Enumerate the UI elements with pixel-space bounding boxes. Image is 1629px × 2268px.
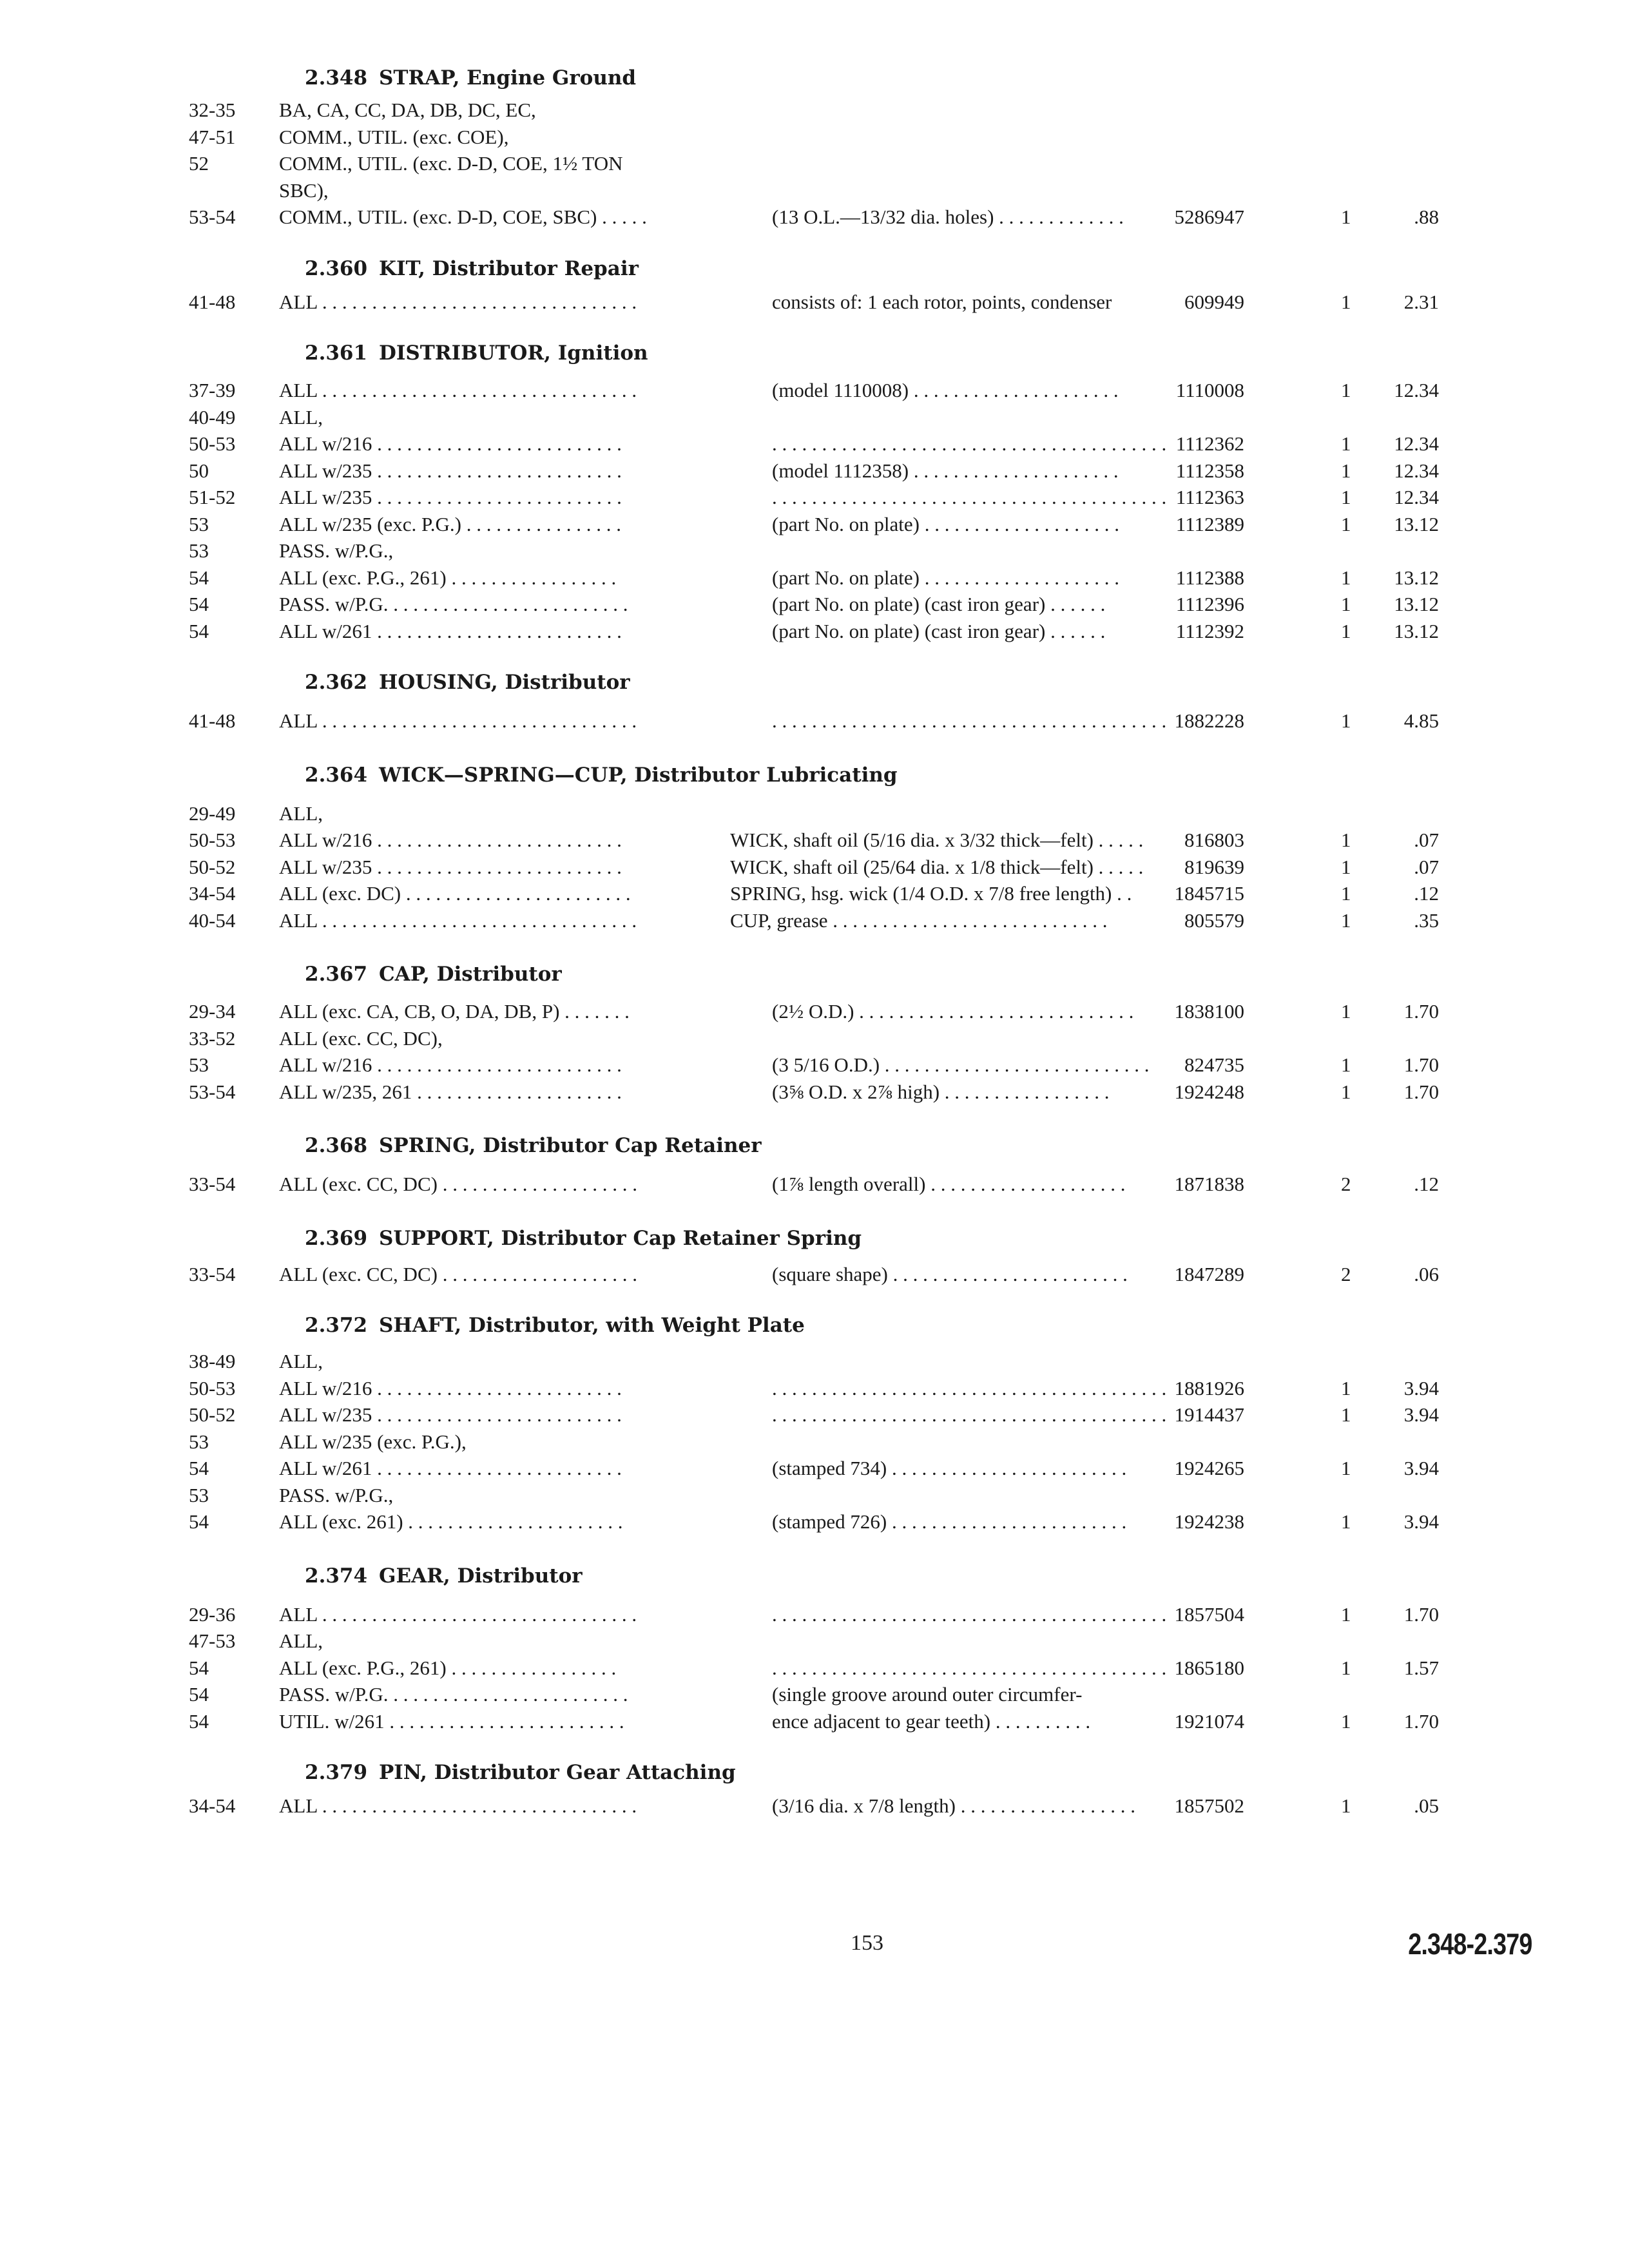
parts-row: [189, 1052, 1439, 1079]
model-cell: ALL,: [279, 1350, 323, 1372]
description-cell: . . . . . . . . . . . . . . . . . . . . . . . . . . . . . . . . . . . . . . . .: [772, 1376, 1167, 1399]
parts-row: [189, 880, 1439, 907]
part-number-cell: 816803: [1184, 829, 1244, 851]
section-title: [189, 956, 1439, 993]
description-cell: (3 5/16 O.D.) . . . . . . . . . . . . . . . . . . . . . . . . . . .: [772, 1053, 1150, 1076]
model-cell: ALL . . . . . . . . . . . . . . . . . . . . . . . . . . . . . . . .: [279, 1602, 637, 1626]
description-cell: (square shape) . . . . . . . . . . . . . . . . . . . . . . . .: [772, 1262, 1128, 1285]
years-cell: 50-53: [189, 1376, 236, 1399]
section-name: HOUSING, Distributor: [379, 671, 630, 694]
model-cell: ALL . . . . . . . . . . . . . . . . . . . . . . . . . . . . . . . .: [279, 290, 637, 313]
parts-row: [189, 1482, 1439, 1509]
description-cell: . . . . . . . . . . . . . . . . . . . . . . . . . . . . . . . . . . . . . . . .: [772, 432, 1167, 455]
years-cell: 29-34: [189, 1000, 236, 1023]
price-cell: .88: [1414, 206, 1439, 228]
parts-row: [189, 97, 1439, 124]
model-cell: COMM., UTIL. (exc. D-D, COE, SBC) . . . . .: [279, 206, 647, 228]
catalog-section: [189, 756, 1439, 934]
years-cell: 54: [189, 593, 209, 615]
parts-list: [189, 59, 1439, 1820]
parts-row: [189, 537, 1439, 564]
model-cell: ALL w/235 . . . . . . . . . . . . . . . . . . . . . . . . .: [279, 855, 622, 878]
price-cell: 13.12: [1394, 619, 1439, 642]
years-cell: 34-54: [189, 882, 236, 905]
quantity-cell: 1: [1341, 1457, 1351, 1479]
parts-row: [189, 1628, 1439, 1655]
quantity-cell: 1: [1341, 432, 1351, 455]
quantity-cell: 1: [1341, 459, 1351, 482]
catalog-section: [189, 250, 1439, 316]
section-title: [189, 756, 1439, 794]
part-number-cell: 805579: [1184, 908, 1244, 932]
parts-row: [189, 1792, 1439, 1820]
years-cell: 50-53: [189, 829, 236, 851]
model-cell: BA, CA, CC, DA, DB, DC, EC,: [279, 99, 536, 121]
price-cell: 1.70: [1403, 1053, 1439, 1076]
section-title: [189, 1307, 1439, 1344]
parts-row: [189, 1401, 1439, 1428]
model-cell: ALL w/261 . . . . . . . . . . . . . . . . . . . . . . . . .: [279, 1457, 622, 1479]
quantity-cell: 1: [1341, 1709, 1351, 1733]
section-name: STRAP, Engine Ground: [379, 66, 637, 90]
parts-row: [189, 1025, 1439, 1052]
section-number: 2.364: [305, 763, 368, 787]
description-cell: (part No. on plate) (cast iron gear) . . . . . .: [772, 619, 1106, 642]
years-cell: 33-54: [189, 1262, 236, 1285]
years-cell: 40-49: [189, 405, 236, 428]
price-cell: .35: [1414, 908, 1439, 932]
quantity-cell: 1: [1341, 829, 1351, 851]
model-cell: ALL (exc. CC, DC) . . . . . . . . . . . . . . . . . . . .: [279, 1173, 637, 1195]
parts-row: [189, 907, 1439, 934]
part-number-cell: 1882228: [1174, 709, 1244, 732]
section-number: 2.374: [305, 1564, 368, 1588]
quantity-cell: 1: [1341, 566, 1351, 589]
years-cell: 52: [189, 152, 209, 175]
years-cell: 34-54: [189, 1794, 236, 1817]
model-cell: PASS. w/P.G.,: [279, 1483, 394, 1506]
years-cell: 29-36: [189, 1602, 236, 1626]
parts-row: [189, 457, 1439, 485]
catalog-section: [189, 1220, 1439, 1288]
quantity-cell: 1: [1341, 593, 1351, 615]
section-title: [189, 59, 1439, 97]
years-cell: 54: [189, 566, 209, 589]
section-title: [189, 664, 1439, 701]
description-cell: (stamped 726) . . . . . . . . . . . . . . . . . . . . . . . .: [772, 1510, 1127, 1533]
section-name: CAP, Distributor: [379, 963, 562, 986]
part-number-cell: 1847289: [1174, 1262, 1244, 1285]
description-cell: . . . . . . . . . . . . . . . . . . . . . . . . . . . . . . . . . . . . . . . .: [772, 486, 1167, 508]
price-cell: 4.85: [1403, 709, 1439, 732]
part-number-cell: 1914437: [1174, 1403, 1244, 1426]
part-number-cell: 1112388: [1175, 566, 1244, 589]
model-cell: ALL,: [279, 1629, 323, 1652]
parts-row: [189, 430, 1439, 457]
price-cell: 1.70: [1403, 1000, 1439, 1023]
parts-row: [189, 998, 1439, 1025]
catalog-section: [189, 1754, 1439, 1820]
model-cell: ALL w/216 . . . . . . . . . . . . . . . . . . . . . . . . .: [279, 1053, 622, 1076]
years-cell: 53: [189, 1430, 209, 1453]
section-title: [189, 1754, 1439, 1791]
quantity-cell: 1: [1341, 709, 1351, 732]
section-title: [189, 1127, 1439, 1164]
price-cell: 13.12: [1394, 593, 1439, 615]
parts-row: [189, 150, 1439, 177]
years-cell: 47-51: [189, 125, 236, 148]
price-cell: 3.94: [1403, 1510, 1439, 1533]
parts-row: [189, 1655, 1439, 1682]
quantity-cell: 2: [1341, 1262, 1351, 1285]
part-number-cell: 819639: [1184, 855, 1244, 878]
price-cell: 13.12: [1394, 512, 1439, 535]
part-number-cell: 1112396: [1175, 593, 1244, 615]
part-number-cell: 1924248: [1174, 1080, 1244, 1103]
section-title: [189, 1557, 1439, 1595]
years-cell: 50-52: [189, 855, 236, 878]
model-cell: COMM., UTIL. (exc. D-D, COE, 1½ TON: [279, 152, 623, 175]
parts-row: [189, 800, 1439, 827]
quantity-cell: 1: [1341, 1403, 1351, 1426]
catalog-section: [189, 1307, 1439, 1535]
description-cell: . . . . . . . . . . . . . . . . . . . . . . . . . . . . . . . . . . . . . . . .: [772, 709, 1167, 732]
price-cell: 3.94: [1403, 1376, 1439, 1399]
part-number-cell: 609949: [1184, 290, 1244, 313]
catalog-section: [189, 1557, 1439, 1735]
part-number-cell: 1112389: [1175, 512, 1244, 535]
years-cell: 53-54: [189, 1080, 236, 1103]
quantity-cell: 1: [1341, 206, 1351, 228]
model-cell: ALL w/235 . . . . . . . . . . . . . . . . . . . . . . . . .: [279, 459, 622, 482]
model-cell: ALL (exc. CA, CB, O, DA, DB, P) . . . . . . .: [279, 1000, 630, 1023]
years-cell: 32-35: [189, 99, 236, 121]
parts-row: [189, 404, 1439, 431]
price-cell: 12.34: [1394, 432, 1439, 455]
description-cell: . . . . . . . . . . . . . . . . . . . . . . . . . . . . . . . . . . . . . . . .: [772, 1602, 1167, 1626]
section-name: SPRING, Distributor Cap Retainer: [379, 1134, 762, 1157]
quantity-cell: 1: [1341, 1656, 1351, 1679]
part-number-cell: 1924265: [1174, 1457, 1244, 1479]
page-number: 153: [851, 1931, 883, 1955]
model-cell: SBC),: [279, 178, 329, 202]
price-cell: .06: [1414, 1262, 1439, 1285]
quantity-cell: 1: [1341, 908, 1351, 932]
model-cell: ALL (exc. P.G., 261) . . . . . . . . . . . . . . . . .: [279, 566, 617, 589]
parts-row: [189, 1601, 1439, 1628]
parts-row: [189, 1681, 1439, 1708]
model-cell: ALL . . . . . . . . . . . . . . . . . . . . . . . . . . . . . . . .: [279, 908, 637, 932]
price-cell: .07: [1414, 855, 1439, 878]
description-cell: consists of: 1 each rotor, points, condenser: [772, 290, 1112, 313]
catalog-section: [189, 664, 1439, 735]
section-number: 2.348: [305, 66, 368, 90]
parts-row: [189, 618, 1439, 645]
quantity-cell: 1: [1341, 290, 1351, 313]
model-cell: ALL w/216 . . . . . . . . . . . . . . . . . . . . . . . . .: [279, 1376, 622, 1399]
years-cell: 40-54: [189, 908, 236, 932]
catalog-section: [189, 59, 1439, 231]
quantity-cell: 1: [1341, 1080, 1351, 1103]
parts-row: [189, 1708, 1439, 1735]
part-number-cell: 1845715: [1174, 882, 1244, 905]
years-cell: 29-49: [189, 802, 236, 825]
parts-row: [189, 707, 1439, 735]
section-number: 2.372: [305, 1314, 368, 1337]
years-cell: 51-52: [189, 486, 236, 508]
model-cell: ALL,: [279, 405, 323, 428]
part-number-cell: 1871838: [1174, 1173, 1244, 1195]
part-number-cell: 1857502: [1174, 1794, 1244, 1817]
model-cell: ALL w/261 . . . . . . . . . . . . . . . . . . . . . . . . .: [279, 619, 622, 642]
years-cell: 50-52: [189, 1403, 236, 1426]
years-cell: 54: [189, 1656, 209, 1679]
part-number-cell: 1112363: [1175, 486, 1244, 508]
years-cell: 53: [189, 539, 209, 562]
years-cell: 41-48: [189, 290, 236, 313]
description-cell: (stamped 734) . . . . . . . . . . . . . . . . . . . . . . . .: [772, 1457, 1127, 1479]
model-cell: COMM., UTIL. (exc. COE),: [279, 125, 509, 148]
description-cell: (model 1112358) . . . . . . . . . . . . . . . . . . . . .: [772, 459, 1119, 482]
model-cell: ALL,: [279, 802, 323, 825]
years-cell: 53: [189, 1483, 209, 1506]
years-cell: 54: [189, 1709, 209, 1733]
part-number-cell: 1865180: [1174, 1656, 1244, 1679]
part-number-cell: 1112392: [1175, 619, 1244, 642]
quantity-cell: 1: [1341, 486, 1351, 508]
parts-row: [189, 177, 1439, 204]
years-cell: 33-52: [189, 1026, 236, 1050]
section-name: SUPPORT, Distributor Cap Retainer Spring: [379, 1226, 862, 1250]
quantity-cell: 1: [1341, 512, 1351, 535]
description-cell: (1⅞ length overall) . . . . . . . . . . . . . . . . . . . .: [772, 1173, 1126, 1195]
parts-row: [189, 1455, 1439, 1482]
description-cell: (single groove around outer circumfer-: [772, 1683, 1083, 1706]
years-cell: 50: [189, 459, 209, 482]
price-cell: .12: [1414, 1173, 1439, 1195]
years-cell: 53: [189, 1053, 209, 1076]
years-cell: 53: [189, 512, 209, 535]
description-cell: (part No. on plate) . . . . . . . . . . . . . . . . . . . .: [772, 566, 1119, 589]
part-number-cell: 1921074: [1174, 1709, 1244, 1733]
part-number-cell: 1112358: [1175, 459, 1244, 482]
section-name: PIN, Distributor Gear Attaching: [379, 1761, 736, 1784]
catalog-section: [189, 1127, 1439, 1198]
parts-row: [189, 1508, 1439, 1535]
quantity-cell: 1: [1341, 882, 1351, 905]
description-cell: WICK, shaft oil (25/64 dia. x 1/8 thick—felt) . . . . .: [730, 855, 1144, 878]
part-number-cell: 1838100: [1174, 1000, 1244, 1023]
description-cell: (13 O.L.—13/32 dia. holes) . . . . . . . . . . . . .: [772, 206, 1124, 228]
years-cell: 47-53: [189, 1629, 236, 1652]
quantity-cell: 1: [1341, 855, 1351, 878]
description-cell: (2½ O.D.) . . . . . . . . . . . . . . . . . . . . . . . . . . . .: [772, 1000, 1134, 1023]
description-cell: CUP, grease . . . . . . . . . . . . . . . . . . . . . . . . . . . .: [730, 908, 1108, 932]
section-name: SHAFT, Distributor, with Weight Plate: [379, 1314, 805, 1337]
model-cell: PASS. w/P.G.,: [279, 539, 394, 562]
model-cell: ALL (exc. CC, DC) . . . . . . . . . . . . . . . . . . . .: [279, 1262, 637, 1285]
part-number-cell: 1110008: [1175, 379, 1244, 401]
quantity-cell: 1: [1341, 1000, 1351, 1023]
part-number-cell: 1924238: [1174, 1510, 1244, 1533]
model-cell: ALL w/235 . . . . . . . . . . . . . . . . . . . . . . . . .: [279, 486, 622, 508]
description-cell: SPRING, hsg. wick (1/4 O.D. x 7/8 free length) . .: [730, 882, 1132, 905]
years-cell: 53-54: [189, 206, 236, 228]
model-cell: ALL . . . . . . . . . . . . . . . . . . . . . . . . . . . . . . . .: [279, 1794, 637, 1817]
model-cell: ALL w/235, 261 . . . . . . . . . . . . . . . . . . . . .: [279, 1080, 622, 1103]
years-cell: 37-39: [189, 379, 236, 401]
description-cell: ence adjacent to gear teeth) . . . . . . . . . .: [772, 1709, 1091, 1733]
parts-row: [189, 1079, 1439, 1106]
quantity-cell: 2: [1341, 1173, 1351, 1195]
price-cell: 1.70: [1403, 1080, 1439, 1103]
section-number: 2.369: [305, 1226, 368, 1250]
description-cell: WICK, shaft oil (5/16 dia. x 3/32 thick—felt) . . . . .: [730, 829, 1144, 851]
model-cell: PASS. w/P.G. . . . . . . . . . . . . . . . . . . . . . . . .: [279, 593, 628, 615]
model-cell: ALL (exc. P.G., 261) . . . . . . . . . . . . . . . . .: [279, 1656, 617, 1679]
section-number: 2.368: [305, 1134, 368, 1157]
section-number: 2.367: [305, 963, 368, 986]
model-cell: ALL . . . . . . . . . . . . . . . . . . . . . . . . . . . . . . . .: [279, 709, 637, 732]
years-cell: 54: [189, 1510, 209, 1533]
price-cell: 1.57: [1403, 1656, 1439, 1679]
quantity-cell: 1: [1341, 1602, 1351, 1626]
years-cell: 54: [189, 1457, 209, 1479]
price-cell: 1.70: [1403, 1709, 1439, 1733]
description-cell: . . . . . . . . . . . . . . . . . . . . . . . . . . . . . . . . . . . . . . . .: [772, 1403, 1167, 1426]
price-cell: 3.94: [1403, 1457, 1439, 1479]
parts-row: [189, 1171, 1439, 1198]
years-cell: 54: [189, 1683, 209, 1706]
parts-row: [189, 124, 1439, 151]
model-cell: ALL (exc. CC, DC),: [279, 1026, 443, 1050]
part-number-cell: 5286947: [1174, 206, 1244, 228]
years-cell: 33-54: [189, 1173, 236, 1195]
part-number-cell: 1857504: [1174, 1602, 1244, 1626]
parts-row: [189, 854, 1439, 881]
description-cell: (part No. on plate) . . . . . . . . . . . . . . . . . . . .: [772, 512, 1119, 535]
part-number-cell: 1112362: [1175, 432, 1244, 455]
price-cell: 1.70: [1403, 1602, 1439, 1626]
catalog-section: [189, 334, 1439, 644]
description-cell: (3⅝ O.D. x 2⅞ high) . . . . . . . . . . . . . . . . .: [772, 1080, 1110, 1103]
price-cell: .07: [1414, 829, 1439, 851]
quantity-cell: 1: [1341, 1794, 1351, 1817]
parts-row: [189, 377, 1439, 404]
parts-row: [189, 1375, 1439, 1402]
quantity-cell: 1: [1341, 1053, 1351, 1076]
parts-row: [189, 484, 1439, 511]
years-cell: 54: [189, 619, 209, 642]
section-number: 2.361: [305, 341, 368, 365]
price-cell: 12.34: [1394, 379, 1439, 401]
parts-row: [189, 564, 1439, 591]
description-cell: . . . . . . . . . . . . . . . . . . . . . . . . . . . . . . . . . . . . . . . .: [772, 1656, 1167, 1679]
section-name: DISTRIBUTOR, Ignition: [379, 341, 648, 365]
quantity-cell: 1: [1341, 1376, 1351, 1399]
section-name: KIT, Distributor Repair: [379, 256, 639, 280]
part-number-cell: 824735: [1184, 1053, 1244, 1076]
model-cell: PASS. w/P.G. . . . . . . . . . . . . . . . . . . . . . . . .: [279, 1683, 628, 1706]
parts-row: [189, 827, 1439, 854]
model-cell: ALL (exc. 261) . . . . . . . . . . . . . . . . . . . . . .: [279, 1510, 623, 1533]
years-cell: 50-53: [189, 432, 236, 455]
part-number-cell: 1881926: [1174, 1376, 1244, 1399]
model-cell: ALL . . . . . . . . . . . . . . . . . . . . . . . . . . . . . . . .: [279, 379, 637, 401]
parts-row: [189, 1261, 1439, 1288]
section-number: 2.360: [305, 256, 368, 280]
section-name: GEAR, Distributor: [379, 1564, 583, 1588]
model-cell: ALL (exc. DC) . . . . . . . . . . . . . . . . . . . . . . .: [279, 882, 631, 905]
description-cell: (model 1110008) . . . . . . . . . . . . . . . . . . . . .: [772, 379, 1119, 401]
price-cell: 12.34: [1394, 459, 1439, 482]
quantity-cell: 1: [1341, 1510, 1351, 1533]
parts-row: [189, 289, 1439, 316]
model-cell: ALL w/235 (exc. P.G.) . . . . . . . . . . . . . . . .: [279, 512, 621, 535]
parts-row: [189, 1428, 1439, 1456]
catalog-section: [189, 956, 1439, 1105]
parts-row: [189, 204, 1439, 231]
parts-row: [189, 1348, 1439, 1375]
model-cell: ALL w/235 . . . . . . . . . . . . . . . . . . . . . . . . .: [279, 1403, 622, 1426]
section-title: [189, 250, 1439, 287]
description-cell: (part No. on plate) (cast iron gear) . . . . . .: [772, 593, 1106, 615]
price-cell: 13.12: [1394, 566, 1439, 589]
description-cell: (3/16 dia. x 7/8 length) . . . . . . . . . . . . . . . . . .: [772, 1794, 1135, 1817]
parts-row: [189, 511, 1439, 538]
parts-row: [189, 591, 1439, 618]
section-title: [189, 334, 1439, 372]
section-number: 2.379: [305, 1761, 368, 1784]
section-number: 2.362: [305, 671, 368, 694]
price-cell: 12.34: [1394, 486, 1439, 508]
price-cell: 2.31: [1403, 290, 1439, 313]
price-cell: 3.94: [1403, 1403, 1439, 1426]
quantity-cell: 1: [1341, 619, 1351, 642]
model-cell: UTIL. w/261 . . . . . . . . . . . . . . . . . . . . . . . .: [279, 1709, 624, 1733]
price-cell: .05: [1414, 1794, 1439, 1817]
years-cell: 38-49: [189, 1350, 236, 1372]
model-cell: ALL w/235 (exc. P.G.),: [279, 1430, 467, 1453]
section-title: [189, 1220, 1439, 1257]
section-range: 2.348-2.379: [1408, 1927, 1532, 1961]
model-cell: ALL w/216 . . . . . . . . . . . . . . . . . . . . . . . . .: [279, 829, 622, 851]
years-cell: 41-48: [189, 709, 236, 732]
price-cell: .12: [1414, 882, 1439, 905]
quantity-cell: 1: [1341, 379, 1351, 401]
model-cell: ALL w/216 . . . . . . . . . . . . . . . . . . . . . . . . .: [279, 432, 622, 455]
section-name: WICK—SPRING—CUP, Distributor Lubricating: [379, 763, 898, 787]
